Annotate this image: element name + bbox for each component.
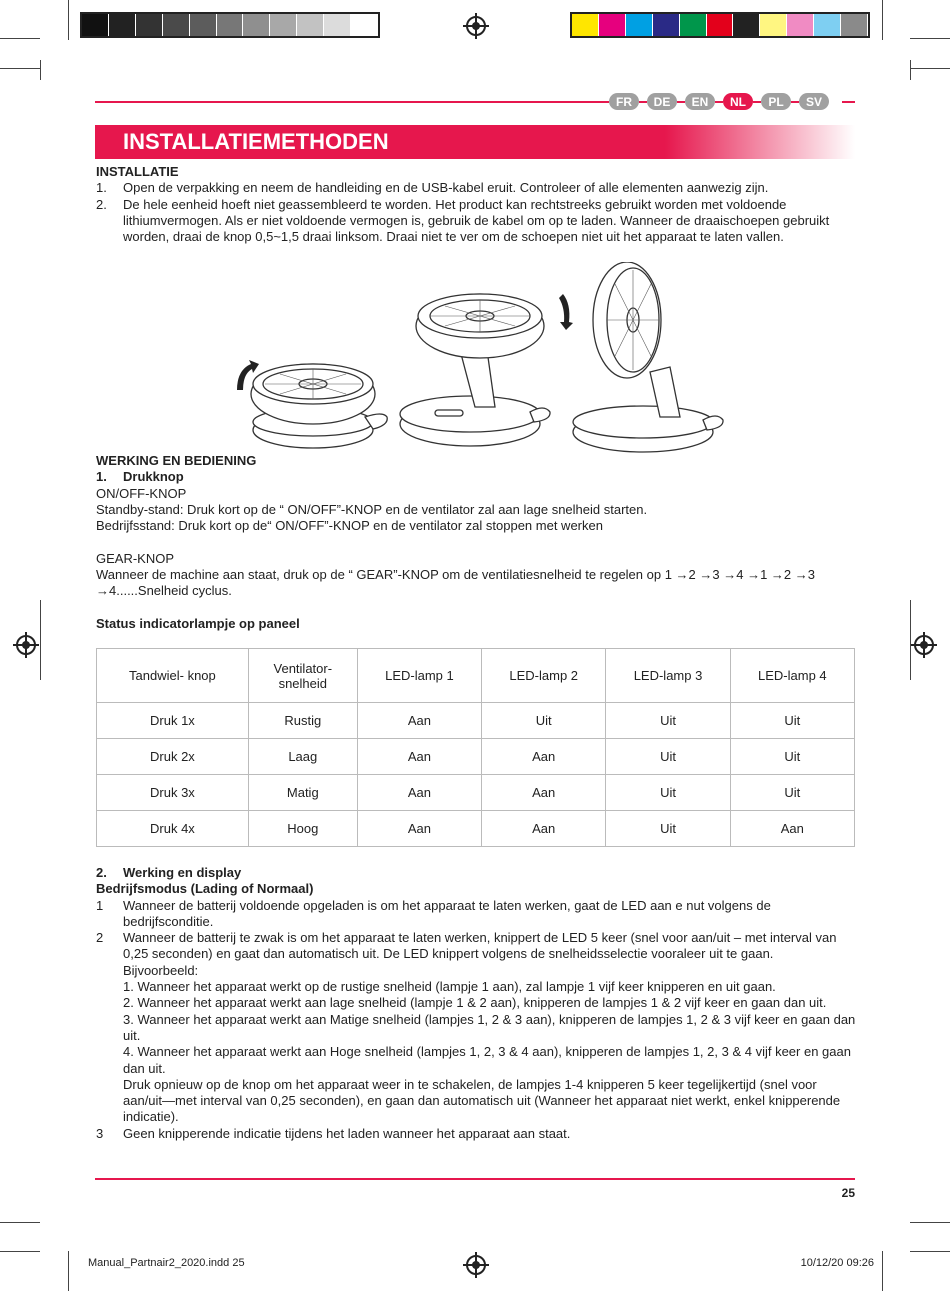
page-number: 25 <box>841 1186 855 1200</box>
color-swatch <box>109 14 136 36</box>
table-cell: Uit <box>606 811 730 847</box>
slug-date: 10/12/20 09:26 <box>800 1257 874 1269</box>
running-text: Bedrijfsstand: Druk kort op de“ ON/OFF”-KNOP en de ventilator zal stoppen met werken <box>96 518 603 534</box>
color-swatch <box>680 14 707 36</box>
item-text: De hele eenheid hoeft niet geassembleerd te worden. Het product kan rechtstreeks gebruikt worden met voldoende lithiumvermogen. Als er niet voldoende vermogen is, gebruik de kabel om op te laden. Wanneer de draaischoepen gebruikt worden, draai de knop 0,5~1,5 draai linksom. Draai niet te ver om de schoepen niet uit het apparaat te laten vallen. <box>123 196 830 245</box>
crop-mark <box>0 38 40 39</box>
color-swatch <box>163 14 190 36</box>
item-number: 3 <box>96 1125 104 1141</box>
item-text: Wanneer de batterij voldoende opgeladen is om het apparaat te laten werken, gaat de LED aan e nut volgens de bedrijfsconditie. <box>123 897 771 929</box>
language-tab-de: DE <box>647 93 677 110</box>
crop-mark <box>0 68 40 69</box>
table-row <box>97 775 855 811</box>
crop-mark <box>910 1251 950 1252</box>
color-swatch <box>787 14 814 36</box>
table-cell: Uit <box>606 775 730 811</box>
standby-text: Standby-stand: Druk kort op de “ ON/OFF”-KNOP en de ventilator zal aan lage snelheid starten. <box>96 501 648 517</box>
item-number: 2. <box>96 865 107 880</box>
registration-mark-icon <box>466 16 486 36</box>
language-tab-en: EN <box>685 93 715 110</box>
registration-mark-icon <box>466 1255 486 1275</box>
slug-filename: Manual_Partnair2_2020.indd 25 <box>88 1257 245 1269</box>
item-text: Open de verpakking en neem de handleiding en de USB-kabel eruit. Controleer of alle elementen aanwezig zijn. <box>123 180 769 196</box>
item-text: Werking en display <box>123 865 242 880</box>
table-row <box>97 739 855 775</box>
grayscale-color-bar <box>80 12 380 38</box>
color-swatch <box>190 14 217 36</box>
table-cell: Aan <box>482 775 606 811</box>
table-cell: Aan <box>357 739 481 775</box>
item-text <box>123 930 856 1126</box>
mode-title: Bedrijfsmodus (Lading of Normaal) <box>96 881 314 897</box>
table-cell: Aan <box>357 703 481 739</box>
table-header-cell: LED-lamp 1 <box>357 649 481 703</box>
crop-mark <box>68 0 69 40</box>
crop-mark <box>0 1222 40 1223</box>
onoff-title: ON/OFF-KNOP <box>96 485 187 501</box>
language-separator <box>639 101 647 103</box>
crop-mark <box>882 1251 883 1291</box>
language-tab-fr: FR <box>609 93 639 110</box>
color-swatch <box>626 14 653 36</box>
table-cell: Druk 1x <box>97 703 249 739</box>
example-line: Bijvoorbeeld: <box>123 962 199 978</box>
table-header-cell: Ventilator- snelheid <box>248 649 357 703</box>
table-cell: Laag <box>248 739 357 775</box>
example-line: 3. Wanneer het apparaat werkt aan Matige snelheid (lampjes 1, 2 & 3 aan), knipperen de lampjes 1, 2 & 3 vijf keer en gaan dan uit. <box>123 1011 856 1043</box>
section-header <box>95 125 855 159</box>
example-line: 2. Wanneer het apparaat werkt aan lage snelheid (lampje 1 & 2 aan), knipperen de lampjes 1 & 2 vijf keer en gaan dan uit. <box>123 995 827 1011</box>
table-header-cell: LED-lamp 4 <box>730 649 854 703</box>
subheading-drukknop <box>96 469 856 485</box>
crop-mark <box>882 0 883 40</box>
table-cell: Aan <box>357 775 481 811</box>
language-line <box>842 101 855 103</box>
language-separator <box>677 101 685 103</box>
crop-mark <box>910 68 950 69</box>
table-cell: Druk 4x <box>97 811 249 847</box>
example-line: 1. Wanneer het apparaat werkt op de rustige snelheid (lampje 1 aan), zal lampje 1 vijf keer knipperen en uit gaan. <box>123 979 776 995</box>
item-text: Geen knipperende indicatie tijdens het laden wanneer het apparaat aan staat. <box>123 1125 571 1141</box>
color-swatch <box>270 14 297 36</box>
color-swatch <box>814 14 841 36</box>
color-swatch <box>599 14 626 36</box>
item-number: 2. <box>96 196 107 212</box>
item-number: 2 <box>96 930 104 946</box>
color-swatch <box>82 14 109 36</box>
table-cell: Uit <box>730 703 854 739</box>
crop-mark <box>0 1251 40 1252</box>
list-item <box>96 930 856 1126</box>
color-swatch <box>324 14 351 36</box>
page-title: INSTALLATIEMETHODEN <box>123 129 389 154</box>
fan-installation-illustration <box>225 262 725 454</box>
table-cell: Hoog <box>248 811 357 847</box>
color-swatch <box>707 14 734 36</box>
registration-mark-icon <box>914 635 934 655</box>
table-cell: Aan <box>482 739 606 775</box>
color-swatch <box>351 14 378 36</box>
language-tab-nl: NL <box>723 93 753 110</box>
item-body: Wanneer de batterij te zwak is om het apparaat te laten werken, knippert de LED 5 keer (snel voor aan/uit – met interval van 0,25 seconden) en gaat dan automatisch uit. De LED knippert volgens de snelheidsselectie vooraleer uit te gaan. <box>123 930 837 962</box>
crop-mark <box>910 600 911 680</box>
item-text: Drukknop <box>123 469 184 485</box>
installation-heading: INSTALLATIE <box>96 164 179 179</box>
language-tab-pl: PL <box>761 93 791 110</box>
table-cell: Uit <box>606 703 730 739</box>
display-section <box>96 865 856 1142</box>
color-swatch <box>653 14 680 36</box>
crop-mark <box>910 1222 950 1223</box>
color-swatch <box>136 14 163 36</box>
list-item <box>96 197 856 246</box>
footer-line <box>95 1178 855 1180</box>
crop-mark <box>68 1251 69 1291</box>
table-row <box>97 811 855 847</box>
table-header-row <box>97 649 855 703</box>
list-item <box>96 1126 856 1142</box>
color-swatch <box>572 14 599 36</box>
color-swatch <box>733 14 760 36</box>
language-line <box>95 101 609 103</box>
table-header-cell: LED-lamp 3 <box>606 649 730 703</box>
color-swatch <box>297 14 324 36</box>
table-cell: Aan <box>357 811 481 847</box>
crop-mark <box>40 600 41 680</box>
table-header-cell: LED-lamp 2 <box>482 649 606 703</box>
language-tab-sv: SV <box>799 93 829 110</box>
table-cell: Uit <box>730 739 854 775</box>
operation-heading: WERKING EN BEDIENING <box>96 453 257 468</box>
status-title: Status indicatorlampje op paneel <box>96 616 300 631</box>
list-item <box>96 180 856 196</box>
registration-mark-icon <box>16 635 36 655</box>
table-cell: Uit <box>606 739 730 775</box>
example-line: Druk opnieuw op de knop om het apparaat weer in te schakelen, de lampjes 1-4 knipperen 5 keer tegelijkertijd (snel voor aan/uit—met interval van 0,25 seconden), en gaan dan automatisch uit (Wanneer het apparaat niet werkt, enkel knipperende indicatie). <box>123 1076 841 1125</box>
process-color-bar <box>570 12 870 38</box>
color-swatch <box>243 14 270 36</box>
crop-mark <box>910 38 950 39</box>
example-line: 4. Wanneer het apparaat werkt aan Hoge snelheid (lampjes 1, 2, 3 & 4 aan), knipperen de lampjes 1, 2, 3 & 4 vijf keer en gaan dan uit. <box>123 1044 851 1076</box>
language-separator <box>753 101 761 103</box>
crop-mark <box>910 60 911 80</box>
operation-section <box>96 453 856 600</box>
color-swatch <box>760 14 787 36</box>
table-cell: Druk 3x <box>97 775 249 811</box>
table-header-cell: Tandwiel- knop <box>97 649 249 703</box>
item-number: 1 <box>96 897 104 913</box>
table-cell: Aan <box>730 811 854 847</box>
table-cell: Rustig <box>248 703 357 739</box>
language-tabs <box>609 93 829 110</box>
language-separator <box>791 101 799 103</box>
table-cell: Uit <box>482 703 606 739</box>
color-swatch <box>217 14 244 36</box>
status-indicator-table <box>96 648 855 847</box>
language-separator <box>715 101 723 103</box>
item-number: 1. <box>96 469 107 485</box>
subheading-display <box>96 865 856 881</box>
list-item <box>96 898 856 931</box>
item-number: 1. <box>96 180 107 196</box>
table-cell: Aan <box>482 811 606 847</box>
gear-title: GEAR-KNOP <box>96 550 175 566</box>
installation-section <box>96 164 856 245</box>
crop-mark <box>40 60 41 80</box>
table-cell: Druk 2x <box>97 739 249 775</box>
color-swatch <box>841 14 868 36</box>
table-row <box>97 703 855 739</box>
gear-text: Wanneer de machine aan staat, druk op de “ GEAR”-KNOP om de ventilatiesnelheid te regelen op 1 →2 →3 →4 →1 →2 →3 →4......Snelheid cyclus. <box>96 567 815 599</box>
table-cell: Matig <box>248 775 357 811</box>
table-cell: Uit <box>730 775 854 811</box>
